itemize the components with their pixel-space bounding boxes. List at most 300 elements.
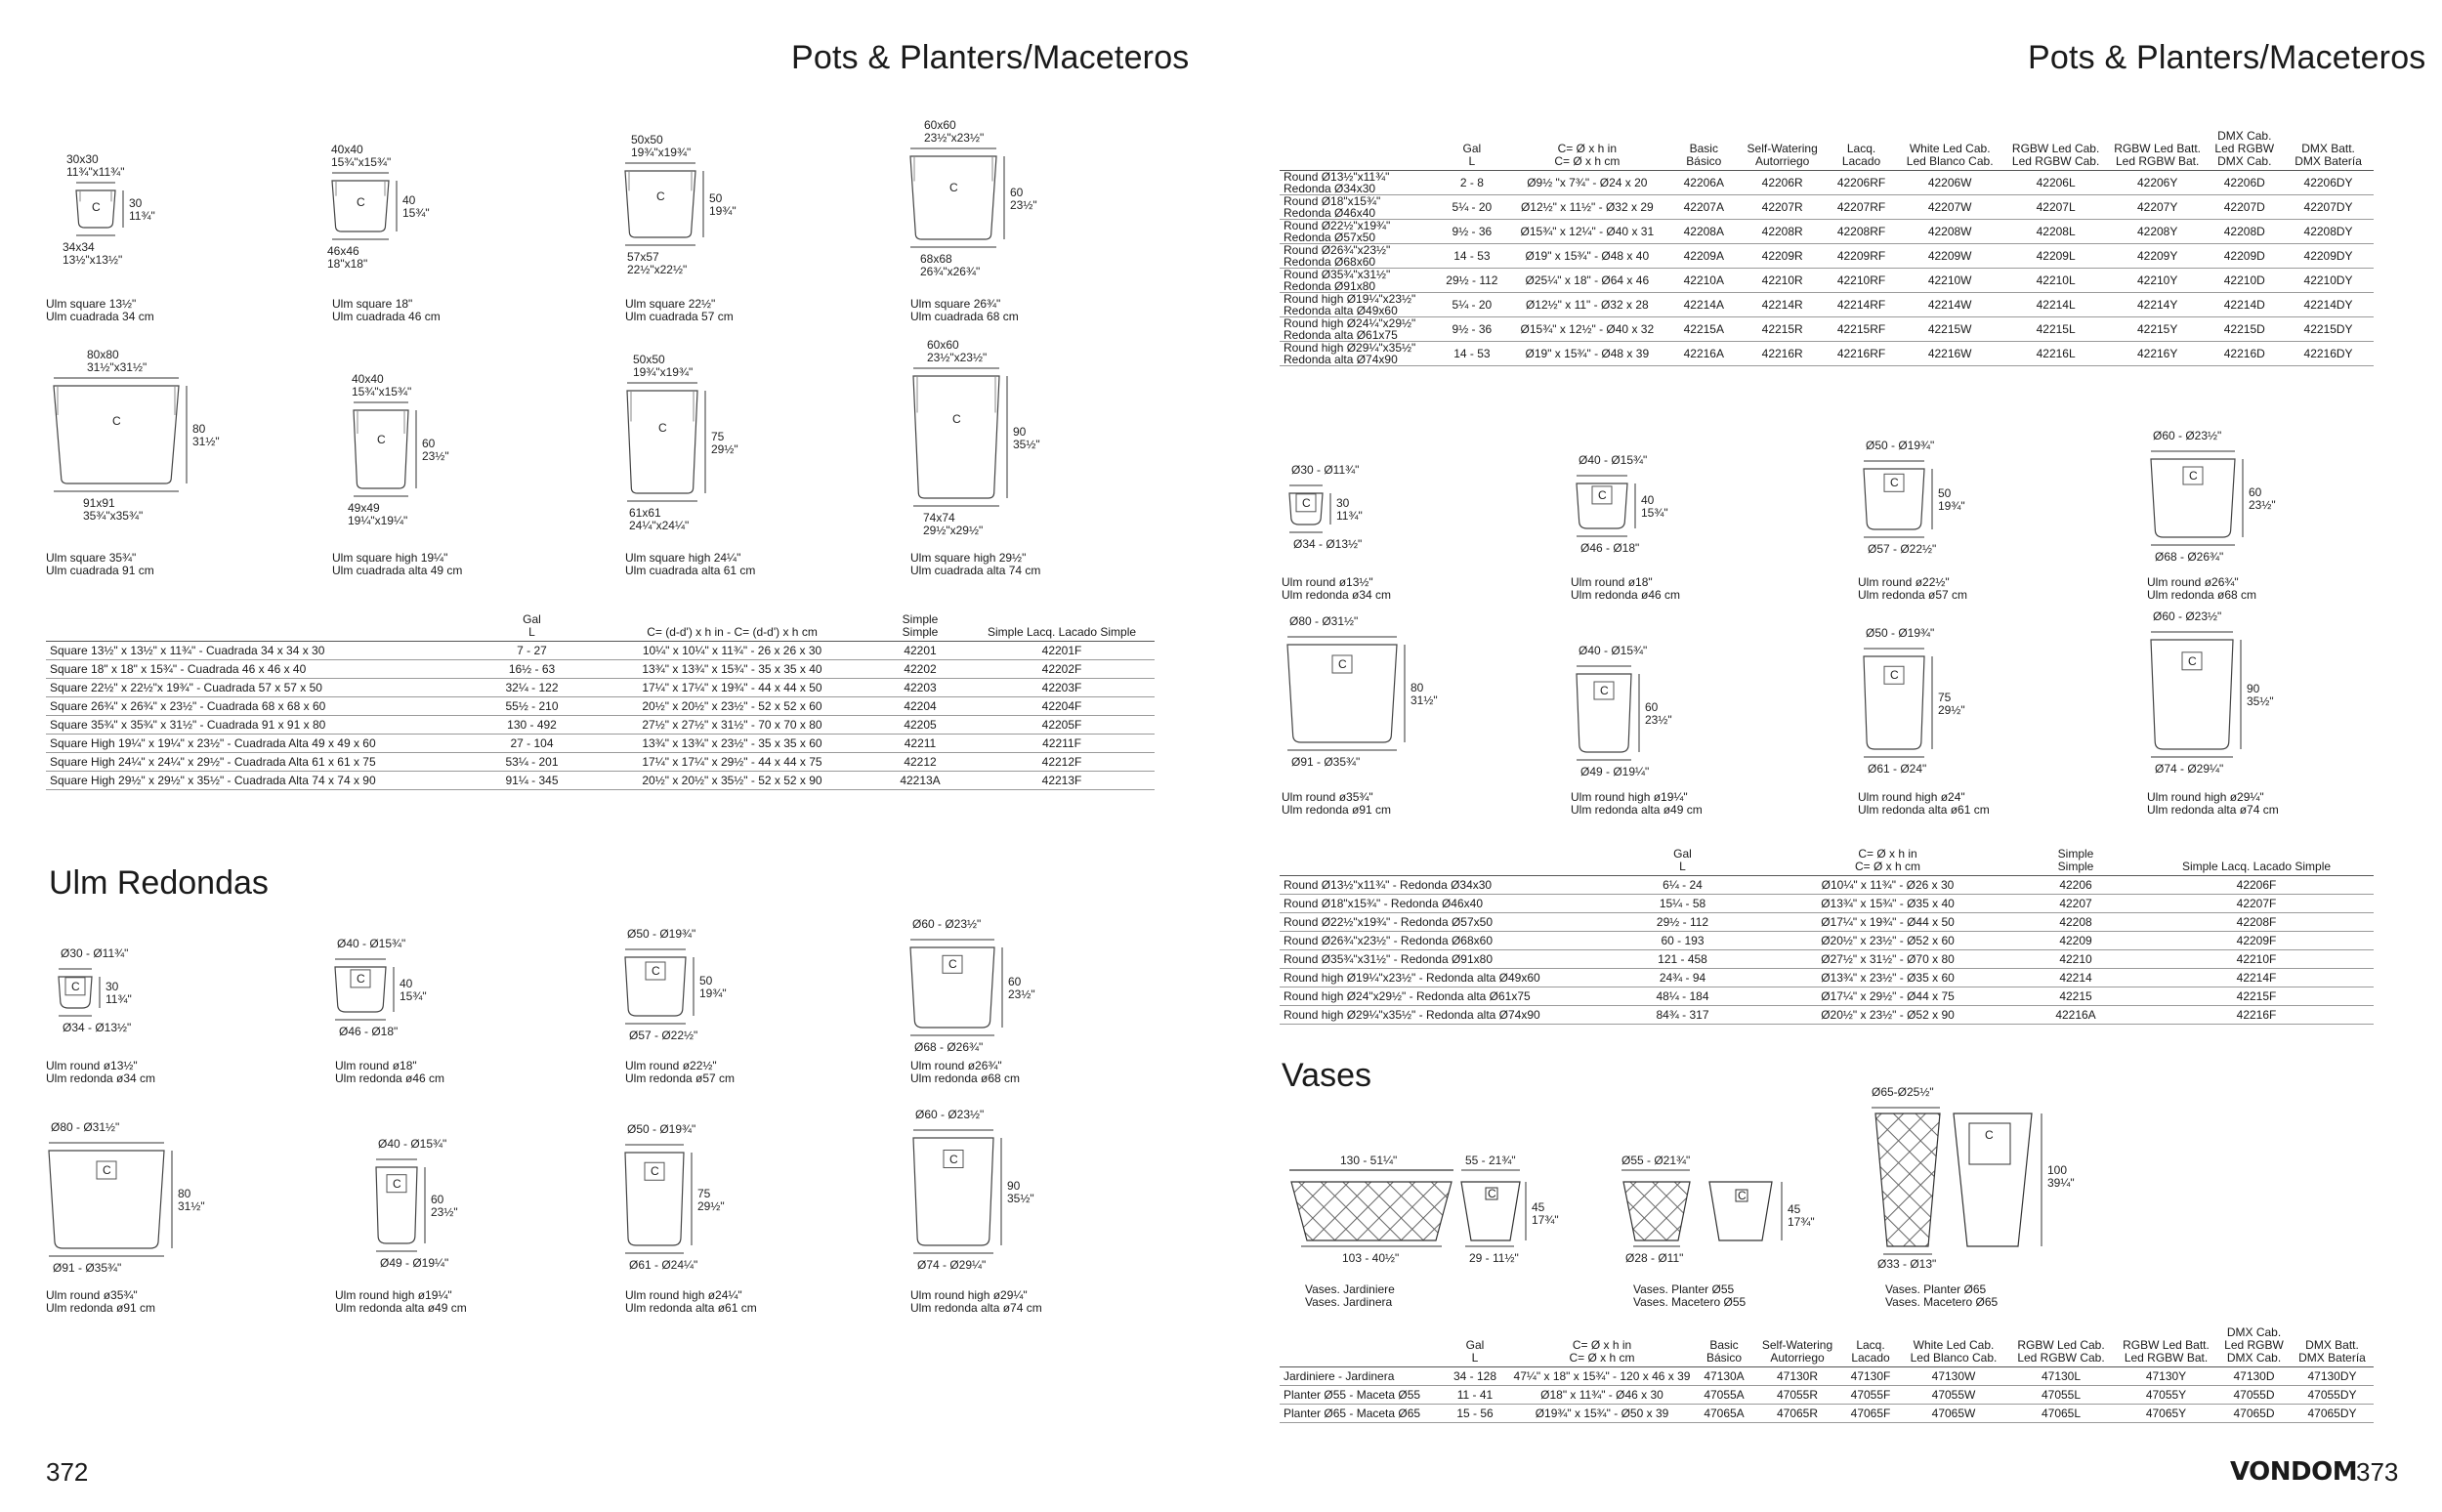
table-cell: Round Ø22½"x19¾" - Redonda Ø57x50	[1280, 913, 1602, 932]
pot-glyph: C	[651, 1164, 659, 1179]
table-cell: Square High 24¼" x 24¼" x 29½" - Cuadrada Alta 61 x 61 x 75	[46, 753, 471, 772]
bottom-dimension: 91x91 35¾"x35¾"	[83, 496, 144, 523]
product-caption: Ulm round high ø19¼" Ulm redonda alta ø49 cm	[1571, 790, 1703, 817]
table-cell: 17¼" x 17¼" x 29½" - 44 x 44 x 75	[593, 753, 871, 772]
bottom-dimension: 49x49 19¼"x19¼"	[348, 501, 408, 527]
table-cell: 42205	[871, 716, 969, 735]
table-cell: 6¼ - 24	[1602, 876, 1763, 895]
table-cell: 42207DY	[2283, 195, 2374, 220]
height-dimension: 75 29½"	[711, 429, 738, 456]
table-cell: 42215R	[1739, 317, 1826, 342]
table-row	[1280, 913, 2374, 932]
table-cell: 42216A	[1668, 342, 1739, 366]
product-caption: Ulm round ø13½" Ulm redonda ø34 cm	[1282, 575, 1392, 602]
table-cell: 42207RF	[1826, 195, 1897, 220]
jardiniere-drawing	[1291, 1182, 1452, 1240]
table-cell: 42213F	[969, 772, 1155, 790]
column-header	[1280, 848, 1602, 876]
table-row	[1280, 1386, 2374, 1405]
planter65-drawing	[1875, 1113, 1940, 1246]
table-row	[1280, 932, 2374, 950]
table-cell: 42206Y	[2109, 171, 2207, 195]
left-page-number: 372	[46, 1457, 89, 1487]
planter55-drawing	[1623, 1182, 1690, 1240]
table-cell: 42208RF	[1826, 220, 1897, 244]
pot-glyph: C	[377, 433, 386, 446]
table-cell: 47055L	[2007, 1386, 2115, 1405]
table-cell: 42215Y	[2109, 317, 2207, 342]
column-header: Simple Lacq. Lacado Simple	[969, 613, 1155, 642]
table-cell: 15 - 56	[1441, 1405, 1509, 1423]
table-cell: Ø13¾" x 15¾" - Ø35 x 40	[1763, 895, 2012, 913]
table-cell: 47055Y	[2115, 1386, 2217, 1405]
table-cell: 20½" x 20½" x 23½" - 52 x 52 x 60	[593, 697, 871, 716]
bottom-dimension: 57x57 22½"x22½"	[627, 250, 688, 276]
table-cell: 60 - 193	[1602, 932, 1763, 950]
jardiniere-top1: 130 - 51¼"	[1340, 1154, 1398, 1167]
table-row	[1280, 1405, 2374, 1423]
product-caption: Ulm round high ø19¼" Ulm redonda alta ø49 cm	[335, 1288, 467, 1315]
height-dimension: 50 19¾"	[709, 191, 737, 218]
table-cell: 47130D	[2217, 1367, 2291, 1386]
table-cell: 27½" x 27½" x 31½" - 70 x 70 x 80	[593, 716, 871, 735]
height-dimension: 40 15¾"	[400, 977, 427, 1003]
table-cell: 91¼ - 345	[471, 772, 593, 790]
table-cell: 47065R	[1753, 1405, 1841, 1423]
product-caption: Ulm round ø18" Ulm redonda ø46 cm	[335, 1059, 445, 1085]
table-cell: 42214W	[1897, 293, 2002, 317]
planter55-top: Ø55 - Ø21¾"	[1621, 1154, 1691, 1167]
table-cell: 42202F	[969, 660, 1155, 679]
table-cell: Ø27½" x 31½" - Ø70 x 80	[1763, 950, 2012, 969]
table-cell: 42214Y	[2109, 293, 2207, 317]
table-cell: 42206RF	[1826, 171, 1897, 195]
top-dimension: Ø40 - Ø15¾"	[337, 937, 406, 950]
table-cell: Jardiniere - Jardinera	[1280, 1367, 1441, 1386]
height-dimension: 50 19¾"	[1938, 486, 1965, 513]
table-cell: 15¼ - 58	[1602, 895, 1763, 913]
product-caption: Ulm round high ø24" Ulm redonda alta ø61 cm	[1858, 790, 1990, 817]
table-cell: Ø12½" x 11" - Ø32 x 28	[1505, 293, 1668, 317]
column-header: C= Ø x h in C= Ø x h cm	[1505, 130, 1668, 171]
table-cell: 42208W	[1897, 220, 2002, 244]
top-dimension: Ø40 - Ø15¾"	[1579, 453, 1648, 467]
table-cell: 42207L	[2002, 195, 2108, 220]
top-dimension: Ø30 - Ø11¾"	[1291, 463, 1360, 477]
table-row	[1280, 269, 2374, 293]
table-cell: 5¼ - 20	[1438, 195, 1505, 220]
top-dimension: 30x30 11¾"x11¾"	[66, 152, 125, 179]
table-cell: 42209R	[1739, 244, 1826, 269]
table-cell: Ø10¼" x 11¾" - Ø26 x 30	[1763, 876, 2012, 895]
table-cell: 55½ - 210	[471, 697, 593, 716]
table-cell: Ø25¼" x 18" - Ø64 x 46	[1505, 269, 1668, 293]
table-cell: Round high Ø29¼"x35½" - Redonda alta Ø74x90	[1280, 1006, 1602, 1025]
round-led-spec-table	[1280, 130, 2374, 366]
table-cell: 47065D	[2217, 1405, 2291, 1423]
planter65-bot: Ø33 - Ø13"	[1877, 1257, 1937, 1271]
bottom-dimension: Ø34 - Ø13½"	[1293, 537, 1363, 551]
column-header: Basic Básico	[1668, 130, 1739, 171]
table-row	[1280, 317, 2374, 342]
height-dimension: 90 35½"	[1013, 424, 1040, 451]
table-cell: Ø19" x 15¾" - Ø48 x 39	[1505, 342, 1668, 366]
table-cell: 42207R	[1739, 195, 1826, 220]
product-caption: Ulm square 22½" Ulm cuadrada 57 cm	[625, 297, 734, 323]
table-cell: 42213A	[871, 772, 969, 790]
table-cell: 42208F	[2139, 913, 2374, 932]
table-cell: 42206A	[1668, 171, 1739, 195]
table-row	[46, 660, 1155, 679]
product-caption: Ulm round ø35¾" Ulm redonda ø91 cm	[46, 1288, 156, 1315]
table-cell: 47055A	[1695, 1386, 1753, 1405]
height-dimension: 75 29½"	[1938, 690, 1965, 717]
product-caption: Ulm square high 29½" Ulm cuadrada alta 74 cm	[910, 551, 1041, 577]
table-cell: 2 - 8	[1438, 171, 1505, 195]
table-row	[1280, 293, 2374, 317]
table-cell: Round Ø35¾"x31½" - Redonda Ø91x80	[1280, 950, 1602, 969]
pot-glyph: C	[2189, 469, 2198, 483]
column-header: Self-Watering Autorriego	[1739, 130, 1826, 171]
column-header: DMX Cab. Led RGBW DMX Cab.	[2217, 1326, 2291, 1367]
jardiniere-bot1: 103 - 40½"	[1342, 1251, 1400, 1265]
table-cell: 42207Y	[2109, 195, 2207, 220]
table-cell: 7 - 27	[471, 642, 593, 660]
product-caption: Ulm round high ø29¼" Ulm redonda alta ø74 cm	[910, 1288, 1042, 1315]
table-cell: Square High 19¼" x 19¼" x 23½" - Cuadrada Alta 49 x 49 x 60	[46, 735, 471, 753]
top-dimension: 80x80 31½"x31½"	[87, 348, 147, 374]
jardiniere-height: 45 17¾"	[1532, 1200, 1559, 1227]
table-cell: 42214D	[2206, 293, 2283, 317]
top-dimension: 60x60 23½"x23½"	[927, 338, 988, 364]
bottom-dimension: Ø57 - Ø22½"	[1868, 542, 1937, 556]
table-cell: 42216A	[2012, 1006, 2139, 1025]
table-cell: 42208A	[1668, 220, 1739, 244]
table-cell: 47055W	[1900, 1386, 2007, 1405]
table-cell: 42215	[2012, 987, 2139, 1006]
table-cell: Square 18" x 18" x 15¾" - Cuadrada 46 x 46 x 40	[46, 660, 471, 679]
top-dimension: Ø50 - Ø19¾"	[1866, 626, 1935, 640]
table-cell: 42216L	[2002, 342, 2108, 366]
planter65-top: Ø65-Ø25½"	[1872, 1085, 1934, 1099]
left-page-title: Pots & Planters/Maceteros	[791, 39, 1190, 76]
bottom-dimension: Ø68 - Ø26¾"	[914, 1040, 984, 1054]
table-cell: 42206R	[1739, 171, 1826, 195]
product-caption: Ulm round ø18" Ulm redonda ø46 cm	[1571, 575, 1681, 602]
table-cell: 10¼" x 10¼" x 11¾" - 26 x 26 x 30	[593, 642, 871, 660]
table-cell: 42208D	[2206, 220, 2283, 244]
table-cell: 47130A	[1695, 1367, 1753, 1386]
column-header: Gal L	[471, 613, 593, 642]
pot-glyph: C	[2188, 653, 2197, 668]
top-dimension: Ø50 - Ø19¾"	[627, 1122, 696, 1136]
table-cell: 42216RF	[1826, 342, 1897, 366]
column-header: C= Ø x h in C= Ø x h cm	[1763, 848, 2012, 876]
table-cell: 42214A	[1668, 293, 1739, 317]
pot-glyph: C	[71, 979, 80, 993]
pot-glyph: C	[948, 957, 957, 972]
table-cell: 47065A	[1695, 1405, 1753, 1423]
table-cell: 42208Y	[2109, 220, 2207, 244]
height-dimension: 80 31½"	[192, 422, 220, 448]
table-cell: 47130L	[2007, 1367, 2115, 1386]
column-header: RGBW Led Cab. Led RGBW Cab.	[2002, 130, 2108, 171]
table-row	[1280, 244, 2374, 269]
bottom-dimension: 34x34 13½"x13½"	[63, 240, 123, 267]
table-cell: 121 - 458	[1602, 950, 1763, 969]
table-cell: 42212F	[969, 753, 1155, 772]
table-cell: Ø9½ "x 7¾" - Ø24 x 20	[1505, 171, 1668, 195]
table-cell: 42209D	[2206, 244, 2283, 269]
product-caption: Ulm round ø22½" Ulm redonda ø57 cm	[1858, 575, 1968, 602]
product-caption: Ulm round ø22½" Ulm redonda ø57 cm	[625, 1059, 736, 1085]
top-dimension: Ø60 - Ø23½"	[2153, 429, 2222, 442]
table-row	[1280, 220, 2374, 244]
table-cell: 42214DY	[2283, 293, 2374, 317]
bottom-dimension: Ø74 - Ø29¼"	[2155, 762, 2224, 776]
table-cell: Ø15¾" x 12¼" - Ø40 x 31	[1505, 220, 1668, 244]
table-cell: 42210	[2012, 950, 2139, 969]
pot-glyph: C	[1600, 684, 1609, 697]
table-cell: 42210A	[1668, 269, 1739, 293]
table-cell: 53¼ - 201	[471, 753, 593, 772]
table-cell: 42210R	[1739, 269, 1826, 293]
table-cell: Round Ø22½"x19¾" Redonda Ø57x50	[1280, 220, 1438, 244]
top-dimension: 60x60 23½"x23½"	[924, 118, 985, 145]
planter55-glyph: C	[1738, 1189, 1747, 1202]
product-caption: Ulm round ø26¾" Ulm redonda ø68 cm	[910, 1059, 1021, 1085]
table-row	[1280, 195, 2374, 220]
table-cell: 42206F	[2139, 876, 2374, 895]
pot-glyph: C	[1338, 657, 1347, 671]
pot-glyph: C	[952, 411, 961, 426]
pot-glyph: C	[1890, 668, 1899, 683]
table-cell: Round Ø13½"x11¾" - Redonda Ø34x30	[1280, 876, 1602, 895]
table-row	[46, 679, 1155, 697]
column-header: DMX Batt. DMX Batería	[2291, 1326, 2374, 1367]
table-cell: 42207F	[2139, 895, 2374, 913]
table-cell: Round Ø26¾"x23½" Redonda Ø68x60	[1280, 244, 1438, 269]
table-cell: 42215DY	[2283, 317, 2374, 342]
table-cell: 47065DY	[2291, 1405, 2374, 1423]
pot-glyph: C	[1890, 476, 1899, 490]
column-header: Lacq. Lacado	[1826, 130, 1897, 171]
column-header: DMX Batt. DMX Batería	[2283, 130, 2374, 171]
table-cell: 47055DY	[2291, 1386, 2374, 1405]
pot-glyph: C	[103, 1163, 111, 1177]
bottom-dimension: Ø46 - Ø18"	[1580, 541, 1640, 555]
table-cell: 42208DY	[2283, 220, 2374, 244]
table-cell: Ø13¾" x 23½" - Ø35 x 60	[1763, 969, 2012, 987]
table-cell: 42209A	[1668, 244, 1739, 269]
pot-glyph: C	[357, 194, 365, 209]
table-cell: 47¼" x 18" x 15¾" - 120 x 46 x 39	[1509, 1367, 1695, 1386]
vases-drawings	[1280, 1074, 2075, 1319]
table-cell: 42216Y	[2109, 342, 2207, 366]
table-cell: 42215L	[2002, 317, 2108, 342]
pot-glyph: C	[658, 420, 667, 435]
table-cell: Round high Ø29¼"x35½" Redonda alta Ø74x90	[1280, 342, 1438, 366]
top-dimension: Ø50 - Ø19¾"	[1866, 439, 1935, 452]
table-row	[1280, 876, 2374, 895]
table-row	[1280, 1367, 2374, 1386]
round-pot-drawing	[0, 0, 1, 1]
table-cell: Round Ø18"x15¾" - Redonda Ø46x40	[1280, 895, 1602, 913]
height-dimension: 90 35½"	[2247, 682, 2274, 708]
table-cell: 42208	[2012, 913, 2139, 932]
height-dimension: 30 11¾"	[105, 980, 132, 1006]
table-cell: 42214	[2012, 969, 2139, 987]
table-cell: Ø12½" x 11½" - Ø32 x 29	[1505, 195, 1668, 220]
table-row	[1280, 1006, 2374, 1025]
table-row	[46, 753, 1155, 772]
bottom-dimension: Ø46 - Ø18"	[339, 1025, 399, 1038]
table-cell: Round Ø18"x15¾" Redonda Ø46x40	[1280, 195, 1438, 220]
product-caption: Ulm round ø35¾" Ulm redonda ø91 cm	[1282, 790, 1392, 817]
table-cell: 47065W	[1900, 1405, 2007, 1423]
table-cell: 42204F	[969, 697, 1155, 716]
table-cell: 20½" x 20½" x 35½" - 52 x 52 x 90	[593, 772, 871, 790]
table-cell: Ø20½" x 23½" - Ø52 x 90	[1763, 1006, 2012, 1025]
planter55-height: 45 17¾"	[1788, 1202, 1815, 1229]
table-cell: 42215W	[1897, 317, 2002, 342]
table-cell: 42209W	[1897, 244, 2002, 269]
height-dimension: 30 11¾"	[129, 196, 155, 223]
product-caption: Ulm round high ø24¼" Ulm redonda alta ø61 cm	[625, 1288, 757, 1315]
top-dimension: 50x50 19¾"x19¾"	[633, 353, 694, 379]
bottom-dimension: Ø61 - Ø24¼"	[629, 1258, 698, 1272]
table-cell: 42202	[871, 660, 969, 679]
table-cell: 42215A	[1668, 317, 1739, 342]
column-header: White Led Cab. Led Blanco Cab.	[1900, 1326, 2007, 1367]
table-cell: 47130R	[1753, 1367, 1841, 1386]
height-dimension: 60 23½"	[431, 1193, 458, 1219]
table-cell: 42209L	[2002, 244, 2108, 269]
table-cell: 24¾ - 94	[1602, 969, 1763, 987]
table-row	[46, 716, 1155, 735]
column-header	[1280, 130, 1438, 171]
product-caption: Ulm square 13½" Ulm cuadrada 34 cm	[46, 297, 154, 323]
column-header: White Led Cab. Led Blanco Cab.	[1897, 130, 2002, 171]
table-cell: 42215F	[2139, 987, 2374, 1006]
table-cell: 14 - 53	[1438, 244, 1505, 269]
column-header: DMX Cab. Led RGBW DMX Cab.	[2206, 130, 2283, 171]
table-cell: 42214RF	[1826, 293, 1897, 317]
top-dimension: Ø30 - Ø11¾"	[61, 946, 129, 960]
pot-glyph: C	[1598, 487, 1607, 502]
table-row	[1280, 342, 2374, 366]
table-cell: 42210L	[2002, 269, 2108, 293]
table-cell: 42210DY	[2283, 269, 2374, 293]
planter65-caption: Vases. Planter Ø65 Vases. Macetero Ø65	[1885, 1282, 1999, 1309]
top-dimension: Ø60 - Ø23½"	[915, 1108, 985, 1121]
height-dimension: 90 35½"	[1007, 1179, 1034, 1205]
top-dimension: 40x40 15¾"x15¾"	[352, 372, 412, 399]
table-cell: 47130Y	[2115, 1367, 2217, 1386]
column-header	[1280, 1326, 1441, 1367]
table-cell: 47055F	[1841, 1386, 1900, 1405]
table-cell: 42206	[2012, 876, 2139, 895]
bottom-dimension: Ø49 - Ø19¼"	[1580, 765, 1650, 778]
table-cell: 42209F	[2139, 932, 2374, 950]
column-header: Gal L	[1441, 1326, 1509, 1367]
bottom-dimension: Ø91 - Ø35¾"	[53, 1261, 122, 1275]
table-cell: 42215RF	[1826, 317, 1897, 342]
column-header: Lacq. Lacado	[1841, 1326, 1900, 1367]
table-cell: Ø20½" x 23½" - Ø52 x 60	[1763, 932, 2012, 950]
table-cell: 42214L	[2002, 293, 2108, 317]
column-header: Gal L	[1602, 848, 1763, 876]
table-cell: 13¾" x 13¾" x 23½" - 35 x 35 x 60	[593, 735, 871, 753]
table-cell: 42206D	[2206, 171, 2283, 195]
top-dimension: Ø80 - Ø31½"	[51, 1120, 120, 1134]
column-header: C= (d-d') x h in - C= (d-d') x h cm	[593, 613, 871, 642]
table-cell: 9½ - 36	[1438, 317, 1505, 342]
pot-glyph: C	[92, 200, 101, 215]
table-row	[46, 697, 1155, 716]
bottom-dimension: Ø49 - Ø19¼"	[380, 1256, 449, 1270]
product-caption: Ulm round ø26¾" Ulm redonda ø68 cm	[2147, 575, 2257, 602]
height-dimension: 50 19¾"	[699, 974, 727, 1000]
jardiniere-top2: 55 - 21¾"	[1465, 1154, 1516, 1167]
table-cell: 47130DY	[2291, 1367, 2374, 1386]
table-cell: Round Ø35¾"x31½" Redonda Ø91x80	[1280, 269, 1438, 293]
square-spec-table	[46, 613, 1155, 790]
table-cell: 42216DY	[2283, 342, 2374, 366]
table-cell: 42210F	[2139, 950, 2374, 969]
column-header	[46, 613, 471, 642]
height-dimension: 60 23½"	[422, 437, 449, 463]
height-dimension: 40 15¾"	[402, 193, 430, 220]
table-cell: 32¼ - 122	[471, 679, 593, 697]
pot-glyph: C	[357, 971, 365, 986]
table-cell: 34 - 128	[1441, 1367, 1509, 1386]
pot-glyph: C	[949, 1152, 958, 1166]
table-cell: 42210Y	[2109, 269, 2207, 293]
table-cell: Square 13½" x 13½" x 11¾" - Cuadrada 34 x 34 x 30	[46, 642, 471, 660]
brand-logo: VONDOM	[2230, 1457, 2358, 1487]
table-cell: 29½ - 112	[1602, 913, 1763, 932]
column-header: RGBW Led Batt. Led RGBW Bat.	[2109, 130, 2207, 171]
table-cell: Ø15¾" x 12½" - Ø40 x 32	[1505, 317, 1668, 342]
top-dimension: Ø60 - Ø23½"	[2153, 609, 2222, 623]
height-dimension: 60 23½"	[1010, 185, 1037, 212]
table-cell: 9½ - 36	[1438, 220, 1505, 244]
table-cell: 42207D	[2206, 195, 2283, 220]
table-cell: Square 22½" x 22½"x 19¾" - Cuadrada 57 x 57 x 50	[46, 679, 471, 697]
table-cell: Round high Ø24¼"x29½" Redonda alta Ø61x75	[1280, 317, 1438, 342]
planter65-height: 100 39¼"	[2047, 1163, 2075, 1190]
table-cell: 42209Y	[2109, 244, 2207, 269]
table-cell: Round high Ø24"x29½" - Redonda alta Ø61x75	[1280, 987, 1602, 1006]
table-cell: 42201	[871, 642, 969, 660]
table-cell: 47065Y	[2115, 1405, 2217, 1423]
table-cell: 47130F	[1841, 1367, 1900, 1386]
table-cell: 42209DY	[2283, 244, 2374, 269]
table-cell: 42209	[2012, 932, 2139, 950]
product-caption: Ulm square 35¾" Ulm cuadrada 91 cm	[46, 551, 154, 577]
table-cell: Round high Ø19¼"x23½" Redonda alta Ø49x60	[1280, 293, 1438, 317]
table-cell: 42210W	[1897, 269, 2002, 293]
table-row	[1280, 171, 2374, 195]
table-row	[46, 735, 1155, 753]
table-cell: 42207W	[1897, 195, 2002, 220]
top-dimension: Ø50 - Ø19¾"	[627, 927, 696, 941]
product-caption: Ulm square high 24¼" Ulm cuadrada alta 61 cm	[625, 551, 756, 577]
table-cell: 42211	[871, 735, 969, 753]
table-cell: 42209RF	[1826, 244, 1897, 269]
table-cell: 47130W	[1900, 1367, 2007, 1386]
